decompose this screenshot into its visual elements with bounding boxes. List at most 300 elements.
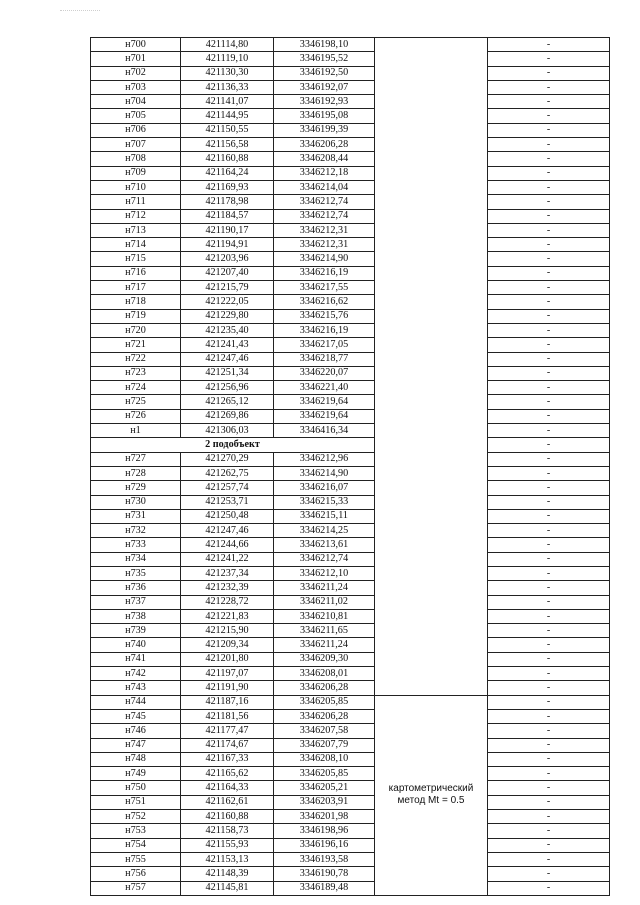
y-coordinate: 3346199,39	[274, 123, 375, 137]
table-row	[91, 624, 610, 638]
point-id: н742	[91, 667, 181, 681]
table-row	[91, 581, 610, 595]
table-row	[91, 767, 610, 781]
dash-value: -	[488, 552, 610, 566]
y-coordinate: 3346212,74	[274, 195, 375, 209]
y-coordinate: 3346195,52	[274, 52, 375, 66]
point-id: н730	[91, 495, 181, 509]
dash-value: -	[488, 509, 610, 523]
table-row	[91, 323, 610, 337]
method-cell	[375, 552, 488, 566]
dash-value: -	[488, 366, 610, 380]
y-coordinate: 3346198,96	[274, 824, 375, 838]
x-coordinate: 421232,39	[181, 581, 274, 595]
point-id: н757	[91, 881, 181, 895]
dash-value: -	[488, 66, 610, 80]
point-id: н741	[91, 652, 181, 666]
x-coordinate: 421201,80	[181, 652, 274, 666]
method-description: картометрический метод Mt = 0.5	[375, 695, 488, 895]
x-coordinate: 421148,39	[181, 867, 274, 881]
method-cell	[375, 338, 488, 352]
dash-value: -	[488, 166, 610, 180]
point-id: н744	[91, 695, 181, 709]
method-cell	[375, 209, 488, 223]
point-id: н712	[91, 209, 181, 223]
table-row	[91, 524, 610, 538]
x-coordinate: 421141,07	[181, 95, 274, 109]
y-coordinate: 3346216,07	[274, 481, 375, 495]
x-coordinate: 421190,17	[181, 223, 274, 237]
method-cell	[375, 323, 488, 337]
x-coordinate: 421209,34	[181, 638, 274, 652]
point-id: н733	[91, 538, 181, 552]
y-coordinate: 3346218,77	[274, 352, 375, 366]
method-cell	[375, 180, 488, 194]
y-coordinate: 3346201,98	[274, 810, 375, 824]
dash-value: -	[488, 695, 610, 709]
subobject-title: 2 подобъект	[91, 438, 375, 452]
y-coordinate: 3346208,44	[274, 152, 375, 166]
dash-value: -	[488, 652, 610, 666]
method-cell	[375, 123, 488, 137]
point-id: н746	[91, 724, 181, 738]
x-coordinate: 421197,07	[181, 667, 274, 681]
dash-value: -	[488, 409, 610, 423]
method-cell	[375, 266, 488, 280]
point-id: н753	[91, 824, 181, 838]
dash-value: -	[488, 724, 610, 738]
dash-value: -	[488, 52, 610, 66]
y-coordinate: 3346192,07	[274, 80, 375, 94]
method-cell	[375, 395, 488, 409]
method-cell	[375, 366, 488, 380]
y-coordinate: 3346219,64	[274, 395, 375, 409]
y-coordinate: 3346192,93	[274, 95, 375, 109]
table-row	[91, 395, 610, 409]
table-row	[91, 638, 610, 652]
table-row	[91, 481, 610, 495]
x-coordinate: 421162,61	[181, 795, 274, 809]
point-id: н728	[91, 466, 181, 480]
x-coordinate: 421160,88	[181, 810, 274, 824]
point-id: н702	[91, 66, 181, 80]
point-id: н748	[91, 752, 181, 766]
point-id: н731	[91, 509, 181, 523]
table-row	[91, 38, 610, 52]
x-coordinate: 421169,93	[181, 180, 274, 194]
method-cell	[375, 424, 488, 438]
dash-value: -	[488, 309, 610, 323]
y-coordinate: 3346416,34	[274, 424, 375, 438]
x-coordinate: 421194,91	[181, 238, 274, 252]
dash-value: -	[488, 238, 610, 252]
table-row	[91, 209, 610, 223]
y-coordinate: 3346214,90	[274, 466, 375, 480]
point-id: н736	[91, 581, 181, 595]
table-row	[91, 309, 610, 323]
table-row	[91, 338, 610, 352]
dash-value: -	[488, 323, 610, 337]
x-coordinate: 421256,96	[181, 381, 274, 395]
point-id: н715	[91, 252, 181, 266]
table-row	[91, 295, 610, 309]
point-id: н709	[91, 166, 181, 180]
table-row	[91, 495, 610, 509]
method-cell	[375, 638, 488, 652]
table-row	[91, 838, 610, 852]
table-row	[91, 452, 610, 466]
dash-value: -	[488, 524, 610, 538]
point-id: н735	[91, 566, 181, 580]
point-id: н734	[91, 552, 181, 566]
table-row	[91, 667, 610, 681]
x-coordinate: 421306,03	[181, 424, 274, 438]
method-cell	[375, 95, 488, 109]
point-id: н704	[91, 95, 181, 109]
method-cell	[375, 238, 488, 252]
table-row	[91, 66, 610, 80]
y-coordinate: 3346215,33	[274, 495, 375, 509]
x-coordinate: 421235,40	[181, 323, 274, 337]
x-coordinate: 421247,46	[181, 524, 274, 538]
x-coordinate: 421150,55	[181, 123, 274, 137]
x-coordinate: 421178,98	[181, 195, 274, 209]
dash-value: -	[488, 838, 610, 852]
dash-value: -	[488, 123, 610, 137]
dash-value: -	[488, 266, 610, 280]
point-id: н723	[91, 366, 181, 380]
y-coordinate: 3346211,65	[274, 624, 375, 638]
y-coordinate: 3346206,28	[274, 138, 375, 152]
dash-value: -	[488, 738, 610, 752]
table-row	[91, 138, 610, 152]
x-coordinate: 421241,43	[181, 338, 274, 352]
dash-value: -	[488, 395, 610, 409]
y-coordinate: 3346220,07	[274, 366, 375, 380]
dash-value: -	[488, 180, 610, 194]
point-id: н701	[91, 52, 181, 66]
point-id: н755	[91, 852, 181, 866]
method-cell	[375, 223, 488, 237]
point-id: н756	[91, 867, 181, 881]
y-coordinate: 3346214,04	[274, 180, 375, 194]
x-coordinate: 421119,10	[181, 52, 274, 66]
dash-value: -	[488, 209, 610, 223]
point-id: н750	[91, 781, 181, 795]
x-coordinate: 421215,79	[181, 281, 274, 295]
dash-value: -	[488, 109, 610, 123]
point-id: н714	[91, 238, 181, 252]
coordinates-table-body	[91, 38, 610, 896]
x-coordinate: 421228,72	[181, 595, 274, 609]
y-coordinate: 3346190,78	[274, 867, 375, 881]
dash-value: -	[488, 452, 610, 466]
point-id: н747	[91, 738, 181, 752]
point-id: н725	[91, 395, 181, 409]
table-row	[91, 466, 610, 480]
dash-value: -	[488, 281, 610, 295]
dash-value: -	[488, 681, 610, 695]
y-coordinate: 3346206,28	[274, 709, 375, 723]
method-cell	[375, 652, 488, 666]
dash-value: -	[488, 852, 610, 866]
y-coordinate: 3346212,74	[274, 209, 375, 223]
point-id: н716	[91, 266, 181, 280]
y-coordinate: 3346203,91	[274, 795, 375, 809]
method-cell	[375, 438, 488, 452]
x-coordinate: 421177,47	[181, 724, 274, 738]
point-id: н726	[91, 409, 181, 423]
y-coordinate: 3346212,96	[274, 452, 375, 466]
dash-value: -	[488, 867, 610, 881]
y-coordinate: 3346211,02	[274, 595, 375, 609]
table-row	[91, 366, 610, 380]
x-coordinate: 421244,66	[181, 538, 274, 552]
x-coordinate: 421164,33	[181, 781, 274, 795]
table-row	[91, 166, 610, 180]
x-coordinate: 421269,86	[181, 409, 274, 423]
table-row	[91, 109, 610, 123]
point-id: н721	[91, 338, 181, 352]
y-coordinate: 3346198,10	[274, 38, 375, 52]
table-row	[91, 281, 610, 295]
dash-value: -	[488, 824, 610, 838]
x-coordinate: 421114,80	[181, 38, 274, 52]
point-id: н719	[91, 309, 181, 323]
x-coordinate: 421221,83	[181, 609, 274, 623]
point-id: н739	[91, 624, 181, 638]
x-coordinate: 421229,80	[181, 309, 274, 323]
table-row	[91, 738, 610, 752]
table-row	[91, 752, 610, 766]
method-cell	[375, 52, 488, 66]
method-cell	[375, 609, 488, 623]
method-cell	[375, 452, 488, 466]
point-id: н717	[91, 281, 181, 295]
dash-value: -	[488, 709, 610, 723]
dash-value: -	[488, 466, 610, 480]
scan-artifact	[60, 10, 100, 13]
point-id: н1	[91, 424, 181, 438]
dash-value: -	[488, 338, 610, 352]
y-coordinate: 3346205,85	[274, 695, 375, 709]
point-id: н727	[91, 452, 181, 466]
method-cell	[375, 252, 488, 266]
table-row	[91, 867, 610, 881]
table-row	[91, 80, 610, 94]
method-cell	[375, 667, 488, 681]
table-row	[91, 852, 610, 866]
table-row	[91, 695, 610, 709]
method-cell	[375, 524, 488, 538]
x-coordinate: 421207,40	[181, 266, 274, 280]
dash-value: -	[488, 381, 610, 395]
y-coordinate: 3346192,50	[274, 66, 375, 80]
x-coordinate: 421145,81	[181, 881, 274, 895]
table-row	[91, 152, 610, 166]
table-row	[91, 352, 610, 366]
table-row	[91, 795, 610, 809]
table-row	[91, 180, 610, 194]
dash-value: -	[488, 810, 610, 824]
x-coordinate: 421184,57	[181, 209, 274, 223]
point-id: н732	[91, 524, 181, 538]
x-coordinate: 421160,88	[181, 152, 274, 166]
table-row	[91, 538, 610, 552]
y-coordinate: 3346196,16	[274, 838, 375, 852]
table-row	[91, 409, 610, 423]
method-cell	[375, 624, 488, 638]
x-coordinate: 421253,71	[181, 495, 274, 509]
y-coordinate: 3346212,18	[274, 166, 375, 180]
point-id: н720	[91, 323, 181, 337]
y-coordinate: 3346213,61	[274, 538, 375, 552]
method-cell	[375, 309, 488, 323]
method-cell	[375, 495, 488, 509]
y-coordinate: 3346212,31	[274, 238, 375, 252]
point-id: н711	[91, 195, 181, 209]
y-coordinate: 3346212,74	[274, 552, 375, 566]
x-coordinate: 421250,48	[181, 509, 274, 523]
dash-value: -	[488, 638, 610, 652]
point-id: н718	[91, 295, 181, 309]
y-coordinate: 3346206,28	[274, 681, 375, 695]
coordinates-sheet	[90, 37, 609, 896]
dash-value: -	[488, 795, 610, 809]
method-cell	[375, 109, 488, 123]
method-cell	[375, 281, 488, 295]
x-coordinate: 421215,90	[181, 624, 274, 638]
y-coordinate: 3346215,76	[274, 309, 375, 323]
table-row	[91, 223, 610, 237]
y-coordinate: 3346216,19	[274, 323, 375, 337]
dash-value: -	[488, 38, 610, 52]
y-coordinate: 3346209,30	[274, 652, 375, 666]
x-coordinate: 421241,22	[181, 552, 274, 566]
point-id: н722	[91, 352, 181, 366]
x-coordinate: 421262,75	[181, 466, 274, 480]
point-id: н749	[91, 767, 181, 781]
y-coordinate: 3346215,11	[274, 509, 375, 523]
table-row	[91, 709, 610, 723]
table-row	[91, 252, 610, 266]
y-coordinate: 3346212,10	[274, 566, 375, 580]
dash-value: -	[488, 781, 610, 795]
y-coordinate: 3346193,58	[274, 852, 375, 866]
x-coordinate: 421155,93	[181, 838, 274, 852]
method-cell	[375, 138, 488, 152]
x-coordinate: 421167,33	[181, 752, 274, 766]
y-coordinate: 3346207,58	[274, 724, 375, 738]
y-coordinate: 3346211,24	[274, 581, 375, 595]
x-coordinate: 421174,67	[181, 738, 274, 752]
y-coordinate: 3346195,08	[274, 109, 375, 123]
method-cell	[375, 381, 488, 395]
table-row	[91, 824, 610, 838]
dash-value: -	[488, 767, 610, 781]
y-coordinate: 3346205,21	[274, 781, 375, 795]
method-cell	[375, 409, 488, 423]
dash-value: -	[488, 538, 610, 552]
method-cell	[375, 352, 488, 366]
method-cell	[375, 152, 488, 166]
x-coordinate: 421257,74	[181, 481, 274, 495]
point-id: н705	[91, 109, 181, 123]
dash-value: -	[488, 609, 610, 623]
table-row	[91, 724, 610, 738]
dash-value: -	[488, 438, 610, 452]
y-coordinate: 3346214,90	[274, 252, 375, 266]
y-coordinate: 3346205,85	[274, 767, 375, 781]
point-id: н729	[91, 481, 181, 495]
dash-value: -	[488, 495, 610, 509]
y-coordinate: 3346210,81	[274, 609, 375, 623]
method-cell	[375, 538, 488, 552]
y-coordinate: 3346216,19	[274, 266, 375, 280]
x-coordinate: 421203,96	[181, 252, 274, 266]
y-coordinate: 3346219,64	[274, 409, 375, 423]
point-id: н710	[91, 180, 181, 194]
table-row	[91, 123, 610, 137]
y-coordinate: 3346211,24	[274, 638, 375, 652]
table-row	[91, 566, 610, 580]
dash-value: -	[488, 223, 610, 237]
x-coordinate: 421222,05	[181, 295, 274, 309]
table-row	[91, 509, 610, 523]
x-coordinate: 421270,29	[181, 452, 274, 466]
dash-value: -	[488, 424, 610, 438]
x-coordinate: 421164,24	[181, 166, 274, 180]
y-coordinate: 3346208,01	[274, 667, 375, 681]
table-row	[91, 95, 610, 109]
dash-value: -	[488, 595, 610, 609]
method-cell	[375, 295, 488, 309]
dash-value: -	[488, 881, 610, 895]
method-cell	[375, 195, 488, 209]
point-id: н724	[91, 381, 181, 395]
point-id: н754	[91, 838, 181, 852]
dash-value: -	[488, 252, 610, 266]
table-row	[91, 424, 610, 438]
table-row	[91, 52, 610, 66]
y-coordinate: 3346207,79	[274, 738, 375, 752]
x-coordinate: 421156,58	[181, 138, 274, 152]
x-coordinate: 421165,62	[181, 767, 274, 781]
dash-value: -	[488, 352, 610, 366]
point-id: н745	[91, 709, 181, 723]
method-cell	[375, 38, 488, 52]
x-coordinate: 421158,73	[181, 824, 274, 838]
point-id: н743	[91, 681, 181, 695]
y-coordinate: 3346221,40	[274, 381, 375, 395]
x-coordinate: 421130,30	[181, 66, 274, 80]
y-coordinate: 3346212,31	[274, 223, 375, 237]
dash-value: -	[488, 667, 610, 681]
subobject-row	[91, 438, 610, 452]
point-id: н738	[91, 609, 181, 623]
x-coordinate: 421265,12	[181, 395, 274, 409]
x-coordinate: 421187,16	[181, 695, 274, 709]
y-coordinate: 3346208,10	[274, 752, 375, 766]
table-row	[91, 681, 610, 695]
table-row	[91, 781, 610, 795]
y-coordinate: 3346217,55	[274, 281, 375, 295]
dash-value: -	[488, 80, 610, 94]
point-id: н713	[91, 223, 181, 237]
dash-value: -	[488, 481, 610, 495]
dash-value: -	[488, 138, 610, 152]
x-coordinate: 421191,90	[181, 681, 274, 695]
